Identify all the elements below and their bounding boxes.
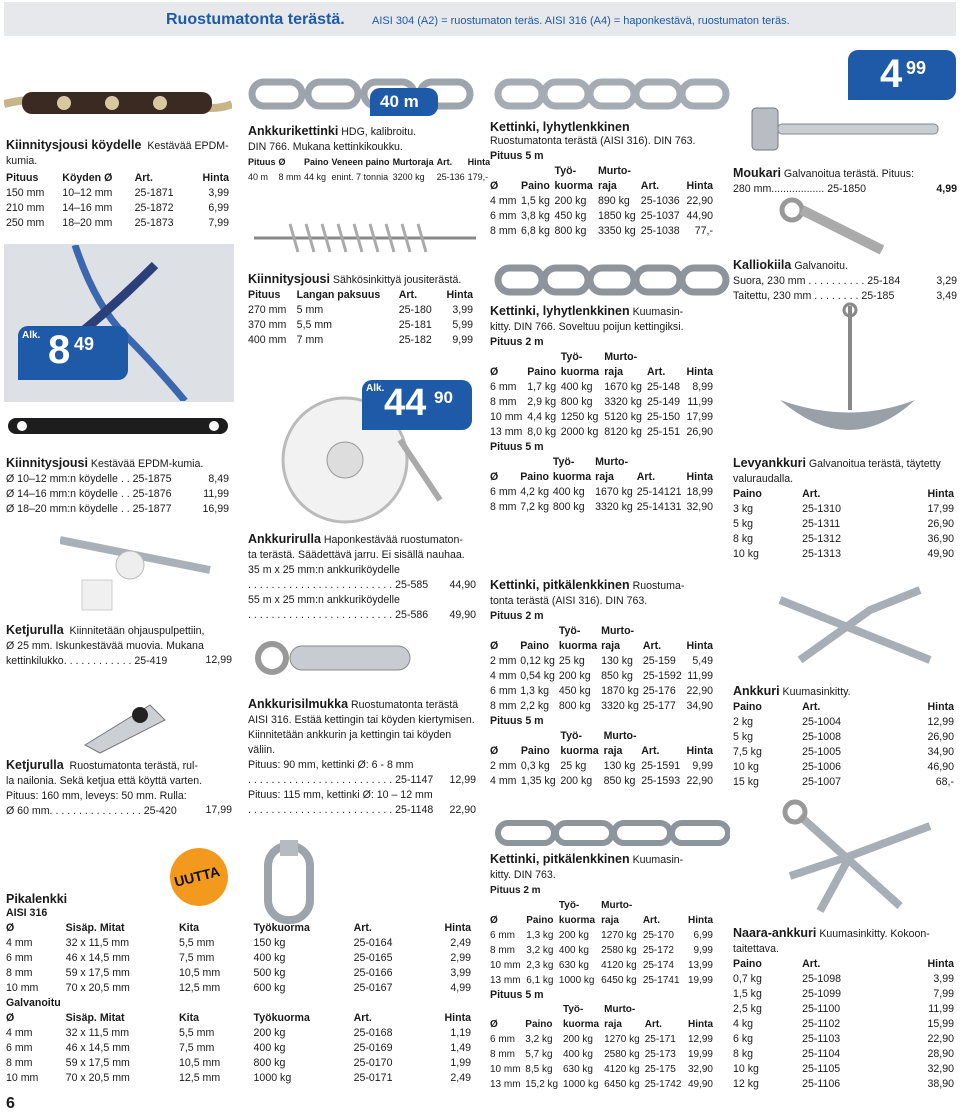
kiinnitysjousi-koydelle-block: Kiinnitysjousi köydelle Kestävää EPDM-kumia. Pituus Köyden Ø Art. Hinta 150 mm 10–12 mm 25-1871 3,99 210 mm 14–16 mm 25-1872 6,99 250 mm 18–20 mm 25-1873 7,99 [6, 138, 232, 231]
table-row: 10 mm 70 x 20,5 mm 12,5 mm 1000 kg 25-0171 2,49 [6, 1072, 471, 1084]
table-row: 7,5 kg 25-1005 34,90 [733, 746, 954, 758]
table-row: 8 mm 2,2 kg 800 kg 3320 kg 25-177 34,90 [490, 700, 713, 712]
table-row: Työ- Murto- [560, 351, 638, 363]
table-row: Työ- Murto- [554, 165, 631, 177]
table-row: 10 kg 25-1105 32,90 [733, 1063, 954, 1075]
table-row: 150 mm 10–12 mm 25-1871 3,99 [6, 187, 229, 199]
price-badge-4490: Alk. 44 90 [362, 380, 472, 430]
table-row: 8 kg 25-1104 28,90 [733, 1048, 954, 1060]
table-row: 12 kg 25-1106 38,90 [733, 1078, 954, 1090]
table-row: Ø Paino kuorma raja Art. Hinta [490, 471, 713, 483]
table-row: 6 mm 46 x 14,5 mm 7,5 mm 400 kg 25-0169 1,49 [6, 1042, 471, 1054]
product-table [6, 472, 232, 517]
grapnel-anchor-image [760, 796, 940, 916]
table-row: 8 mm 5,7 kg 400 kg 2580 kg 25-173 19,99 [490, 1049, 713, 1060]
table-row: Paino Art. Hinta [733, 701, 954, 713]
pikalenkki-block: Pikalenkki AISI 316 Ø Sisäp. Mitat Kita Työkuorma Art. Hinta 4 mm 32 x 11,5 mm 5,5 mm 150 kg 25-0164 2,49 6 mm 46 x 14,5 mm 7,5 mm 400 kg 25-0165 2,99 8 mm 59 x 17,5 mm 10,5 mm 500 kg 25-0166 3,99 10 mm 70 x 20,5 mm 12,5 mm 600 kg 25-0167 4,99 Galvanoitu Ø Sisäp. Mitat Kita Työkuorma Art. Hinta 4 mm 32 x 11,5 mm 5,5 mm 200 kg 25-0168 1,19 6 mm 46 x 14,5 mm 7,5 mm 400 kg 25-0169 1,49 8 mm 59 x 17,5 mm 10,5 mm 800 kg 25-0170 1,99 10 mm 70 x 20,5 mm 12,5 mm 1000 kg 25-0171 2,49 [6, 892, 474, 1086]
table-row: 2 kg 25-1004 12,99 [733, 716, 954, 728]
anchor-chain-image [248, 74, 478, 114]
ketjurulla-block-1: Ketjurulla Kiinnitetään ohjauspulpettiin, Ø 25 mm. Iskunkestävää muovia. Mukana kettinkilukko. . . . . . . . . . . . 25-419 12,99 [6, 623, 232, 667]
table-row: Työ- Murto- [558, 900, 633, 911]
ankkurirulla-block: Ankkurirulla Haponkestävää ruostumaton- ta terästä. Säädettävä jarru. Ei sisällä nauhaa. 35 m x 25 mm:n ankkuriköydelle . . . . . . . . . . . . . . . . . . . . . . . . . 25-585 44,90 55 m x 25 mm:n ankkuriköydelle . . . . . . . . . . . . . . . . . . . . . . . . . 25-586 49,90 [248, 532, 476, 621]
new-badge: UUTTA [164, 842, 234, 912]
banner-subtitle: AISI 304 (A2) = ruostumaton teräs. AISI 316 (A4) = haponkestävä, ruostumaton teräs. [372, 15, 790, 27]
kettinki-pitka-aisi-block: Kettinki, pitkälenkkinen Ruostuma- tonta terästä (AISI 316). DIN 763. Pituus 2 m Työ- Murto- Ø Paino kuorma raja Art. Hinta 2 mm 0,12 kg 25 kg 130 kg 25-159 5,49 4 mm 0,54 kg 200 kg 850 kg 25-1592 11,99 6 mm 1,3 kg 450 kg 1870 kg 25-176 22,90 8 mm 2,2 kg 800 kg 3320 kg 25-177 34,90 Pituus 5 m Työ- Murto- Ø Paino kuorma raja Art. Hinta 2 mm 0,3 kg 25 kg 130 kg 25-1591 9,99 4 mm 1,35 kg 200 kg 850 kg 25-1593 22,90 [490, 578, 716, 789]
naara-ankkuri-block: Naara-ankkuri Kuumasinkitty. Kokoon- taitettava. Paino Art. Hinta 0,7 kg 25-1098 3,99 1,5 kg 25-1099 7,99 2,5 kg 25-1100 11,99 4 kg 25-1102 15,99 6 kg 25-1103 22,90 8 kg 25-1104 28,90 10 kg 25-1105 32,90 12 kg 25-1106 38,90 [733, 926, 957, 1092]
table-row: Ø 10–12 mm:n köydelle . . 25-1875 8,49 [6, 473, 229, 485]
table-row: Pituus Köyden Ø Art. Hinta [6, 172, 229, 184]
plate-anchor-image [770, 300, 920, 450]
table-row: Ø Paino kuorma raja Art. Hinta [490, 1019, 713, 1030]
kiinnitysjousi-steel-block: Kiinnitysjousi Sähkösinkittyä jousiterästä. Pituus Langan paksuus Art. Hinta 270 mm 5 mm 25-180 3,99 370 mm 5,5 mm 25-181 5,99 400 mm 7 mm 25-182 9,99 [248, 272, 476, 348]
kettinki-pitka-galv-block: Kettinki, pitkälenkkinen Kuumasin- kitty. DIN 763. Pituus 2 m Työ- Murto- Ø Paino kuorma raja Art. Hinta 6 mm 1,3 kg 200 kg 1270 kg 25-170 6,99 8 mm 3,2 kg 400 kg 2580 kg 25-172 9,99 10 mm 2,3 kg 630 kg 4120 kg 25-174 13,99 13 mm 6,1 kg 1000 kg 6450 kg 25-1741 19,99 Pituus 5 m Työ- Murto- Ø Paino kuorma raja Art. Hinta 6 mm 3,2 kg 200 kg 1270 kg 25-171 12,99 8 mm 5,7 kg 400 kg 2580 kg 25-173 19,99 10 mm 8,5 kg 630 kg 4120 kg 25-175 32,90 13 mm 15,2 kg 1000 kg 6450 kg 25-1742 49,90 [490, 852, 716, 1092]
table-row: Paino Art. Hinta [733, 958, 954, 970]
table-row: 13 mm 8,0 kg 2000 kg 8120 kg 25-151 26,90 [490, 426, 713, 438]
ankkuri-block: Ankkuri Kuumasinkitty. Paino Art. Hinta 2 kg 25-1004 12,99 5 kg 25-1008 26,90 7,5 kg 25-1005 34,90 10 kg 25-1006 46,90 15 kg 25-1007 68,- [733, 684, 957, 790]
sledgehammer-image [742, 104, 942, 154]
table-row: 8 mm 6,8 kg 800 kg 3350 kg 25-1038 77,- [490, 225, 713, 237]
badge-40m: 40 m [370, 88, 438, 116]
banner-title: Ruostumatonta terästä. [166, 11, 345, 28]
kalliokiila-block: Kalliokiila Galvanoitu. Suora, 230 mm . . . . . . . . . . 25-184 3,29 Taitettu, 230 mm . . . . . . . . 25-185 3,49 [733, 258, 957, 302]
table-row: Ø 14–16 mm:n köydelle . . 25-1876 11,99 [6, 488, 229, 500]
kiinnitysjousi-block: Kiinnitysjousi Kestävää EPDM-kumia. Ø 10–12 mm:n köydelle . . 25-1875 8,49 Ø 14–16 mm:n köydelle . . 25-1876 11,99 Ø 18–20 mm:n köydelle . . 25-1877 16,99 [6, 456, 232, 517]
table-row: 6 mm 3,2 kg 200 kg 1270 kg 25-171 12,99 [490, 1034, 713, 1045]
swivel-image [250, 628, 440, 688]
moukari-block: Moukari Galvanoitua terästä. Pituus: 280 mm.................. 25-1850 4,99 [733, 166, 957, 195]
list-item: Suora, 230 mm . . . . . . . . . . 25-184 3,29 [733, 275, 957, 287]
table-row: 400 mm 7 mm 25-182 9,99 [248, 334, 473, 346]
table-row: 8 mm 59 x 17,5 mm 10,5 mm 500 kg 25-0166 3,99 [6, 967, 471, 979]
table-row: 10 mm 2,3 kg 630 kg 4120 kg 25-174 13,99 [490, 960, 713, 971]
page-number: 6 [6, 1095, 15, 1112]
table-row: 10 mm 4,4 kg 1250 kg 5120 kg 25-150 17,99 [490, 411, 713, 423]
rock-wedge-image [772, 190, 892, 256]
rope-spring-image [4, 78, 232, 126]
ankkurisilmukka-block: Ankkurisilmukka Ruostumatonta terästä AISI 316. Estää kettingin tai köyden kiertymisen. Kiinnitetään ankkurin ja kettingin tai köyden väliin. Pituus: 90 mm, kettinki Ø: 6 - 8 mm . . . . . . . . . . . . . . . . . . . . . . . . . 25-1147 12,99 Pituus: 115 mm, kettinki Ø: 10 – 12 mm . . . . . . . . . . . . . . . . . . . . . . . . . 25-1148 22,90 [248, 697, 476, 816]
table-row: Ø Paino kuorma raja Art. Hinta [490, 180, 713, 192]
table-row: Työ- Murto- [560, 730, 637, 742]
table-row: 8 mm 7,2 kg 800 kg 3320 kg 25-14131 32,90 [490, 501, 713, 513]
table-row: 6 mm 1,3 kg 200 kg 1270 kg 25-170 6,99 [490, 930, 713, 941]
table-row: 0,7 kg 25-1098 3,99 [733, 973, 954, 985]
product-table [6, 171, 232, 231]
table-row: 10 mm 70 x 20,5 mm 12,5 mm 600 kg 25-0167 4,99 [6, 982, 471, 994]
table-row: 13 mm 6,1 kg 1000 kg 6450 kg 25-1741 19,99 [490, 975, 713, 986]
list-item: Taitettu, 230 mm . . . . . . . . 25-185 3,49 [733, 290, 957, 302]
table-row: 270 mm 5 mm 25-180 3,99 [248, 304, 473, 316]
price-badge-top: 4 99 [848, 50, 956, 100]
table-row: 4 mm 32 x 11,5 mm 5,5 mm 150 kg 25-0164 2,49 [6, 937, 471, 949]
table-row: 8 mm 2,9 kg 800 kg 3320 kg 25-149 11,99 [490, 396, 713, 408]
table-row: 250 mm 18–20 mm 25-1873 7,99 [6, 217, 229, 229]
nylon-roller-image [80, 685, 170, 755]
table-row: 2 mm 0,3 kg 25 kg 130 kg 25-1591 9,99 [490, 760, 713, 772]
table-row: 5 kg 25-1311 26,90 [733, 518, 954, 530]
table-row: Ø Paino kuorma raja Art. Hinta [490, 640, 713, 652]
table-row: 6 mm 1,3 kg 450 kg 1870 kg 25-176 22,90 [490, 685, 713, 697]
table-row: Pituus Ø Paino Veneen paino Murtoraja Art. Hinta [248, 157, 491, 167]
table-row: 10 mm 8,5 kg 630 kg 4120 kg 25-175 32,90 [490, 1064, 713, 1075]
top-banner [4, 2, 956, 36]
table-row: 6 mm 46 x 14,5 mm 7,5 mm 400 kg 25-0165 2,99 [6, 952, 471, 964]
table-row: 3 kg 25-1310 17,99 [733, 503, 954, 515]
price-badge-849: Alk. 8 49 [18, 326, 128, 380]
table-row: 6 mm 1,7 kg 400 kg 1670 kg 25-148 8,99 [490, 381, 713, 393]
epdm-spring-image [4, 406, 232, 446]
table-row: Työ- Murto- [558, 625, 635, 637]
kettinki-lyhyt-galv-block: Kettinki, lyhytlenkkinen Kuumasin- kitty. DIN 766. Soveltuu poijun kettingiksi. Pituus 2 m Työ- Murto- Ø Paino kuorma raja Art. Hinta 6 mm 1,7 kg 400 kg 1670 kg 25-148 8,99 8 mm 2,9 kg 800 kg 3320 kg 25-149 11,99 10 mm 4,4 kg 1250 kg 5120 kg 25-150 17,99 13 mm 8,0 kg 2000 kg 8120 kg 25-151 26,90 Pituus 5 m Työ- Murto- Ø Paino kuorma raja Art. Hinta 6 mm 4,2 kg 400 kg 1670 kg 25-14121 18,99 8 mm 7,2 kg 800 kg 3320 kg 25-14131 32,90 [490, 304, 716, 515]
table-row: 10 kg 25-1313 49,90 [733, 548, 954, 560]
table-row: 6 mm 3,8 kg 450 kg 1850 kg 25-1037 44,90 [490, 210, 713, 222]
table-row: Ø Paino kuorma raja Art. Hinta [490, 915, 713, 926]
ankkurikettinki-block: Ankkurikettinki HDG, kalibroitu. DIN 766. Mukana kettinkikoukku. Pituus Ø Paino Veneen paino Murtoraja Art. Hinta 40 m 8 mm 44 kg enint. 7 tonnia 3200 kg 25-136 179,- [248, 124, 480, 185]
table-row: 8 kg 25-1312 36,90 [733, 533, 954, 545]
table-row: 2,5 kg 25-1100 11,99 [733, 1003, 954, 1015]
table-row: 15 kg 25-1007 68,- [733, 776, 954, 788]
short-link-chain-image [494, 76, 730, 112]
table-row: Ø 18–20 mm:n köydelle . . 25-1877 16,99 [6, 503, 229, 515]
table-row: 2 mm 0,12 kg 25 kg 130 kg 25-159 5,49 [490, 655, 713, 667]
table-row: Työ- Murto- [552, 456, 629, 468]
table-row: 8 mm 3,2 kg 400 kg 2580 kg 25-172 9,99 [490, 945, 713, 956]
anchor-image [760, 580, 950, 680]
product-title: Kiinnitysjousi köydelle [6, 138, 142, 152]
table-row: 10 kg 25-1006 46,90 [733, 761, 954, 773]
long-link-chain-image [494, 818, 730, 848]
table-row: 1,5 kg 25-1099 7,99 [733, 988, 954, 1000]
table-row: Pituus Langan paksuus Art. Hinta [248, 289, 473, 301]
galvanized-chain-image [494, 262, 730, 298]
table-row: Työ- Murto- [562, 1004, 636, 1015]
table-row: 40 m 8 mm 44 kg enint. 7 tonnia 3200 kg 25-136 179,- [248, 172, 489, 182]
spring-image [250, 218, 480, 258]
table-row: 4 mm 1,35 kg 200 kg 850 kg 25-1593 22,90 [490, 775, 713, 787]
table-row: Ø Sisäp. Mitat Kita Työkuorma Art. Hinta [6, 1012, 471, 1024]
kettinki-lyhyt-aisi-block: Kettinki, lyhytlenkkinen Ruostumatonta terästä (AISI 316). DIN 763. Pituus 5 m Työ- Murto- Ø Paino kuorma raja Art. Hinta 4 mm 1,5 kg 200 kg 890 kg 25-1036 22,90 6 mm 3,8 kg 450 kg 1850 kg 25-1037 44,90 8 mm 6,8 kg 800 kg 3350 kg 25-1038 77,- [490, 120, 716, 239]
table-row: 13 mm 15,2 kg 1000 kg 6450 kg 25-1742 49,90 [490, 1079, 713, 1090]
table-row: Paino Art. Hinta [733, 488, 954, 500]
table-row: 8 mm 59 x 17,5 mm 10,5 mm 800 kg 25-0170 1,99 [6, 1057, 471, 1069]
table-row: 4 mm 1,5 kg 200 kg 890 kg 25-1036 22,90 [490, 195, 713, 207]
table-row: 4 mm 32 x 11,5 mm 5,5 mm 200 kg 25-0168 1,19 [6, 1027, 471, 1039]
table-row: Ø Sisäp. Mitat Kita Työkuorma Art. Hinta [6, 922, 471, 934]
table-row: 6 mm 4,2 kg 400 kg 1670 kg 25-14121 18,99 [490, 486, 713, 498]
table-row: 370 mm 5,5 mm 25-181 5,99 [248, 319, 473, 331]
table-row: Ø Paino kuorma raja Art. Hinta [490, 366, 713, 378]
table-row: Ø Paino kuorma raja Art. Hinta [490, 745, 713, 757]
table-row: 4 mm 0,54 kg 200 kg 850 kg 25-1592 11,99 [490, 670, 713, 682]
table-row: 210 mm 14–16 mm 25-1872 6,99 [6, 202, 229, 214]
chain-roller-image [60, 530, 220, 620]
table-row: 4 kg 25-1102 15,99 [733, 1018, 954, 1030]
table-row: 6 kg 25-1103 22,90 [733, 1033, 954, 1045]
ketjurulla-block-2: Ketjurulla Ruostumatonta terästä, rul- la nailonia. Sekä ketjua että köyttä varten. Pituus: 160 mm, leveys: 50 mm. Rulla: Ø 60 mm. . . . . . . . . . . . . . . . 25-420 17,99 [6, 758, 232, 817]
table-row: 5 kg 25-1008 26,90 [733, 731, 954, 743]
levyankkuri-block: Levyankkuri Galvanoitua terästä, täytetty valuraudalla. Paino Art. Hinta 3 kg 25-1310 17,99 5 kg 25-1311 26,90 8 kg 25-1312 36,90 10 kg 25-1313 49,90 [733, 456, 957, 562]
